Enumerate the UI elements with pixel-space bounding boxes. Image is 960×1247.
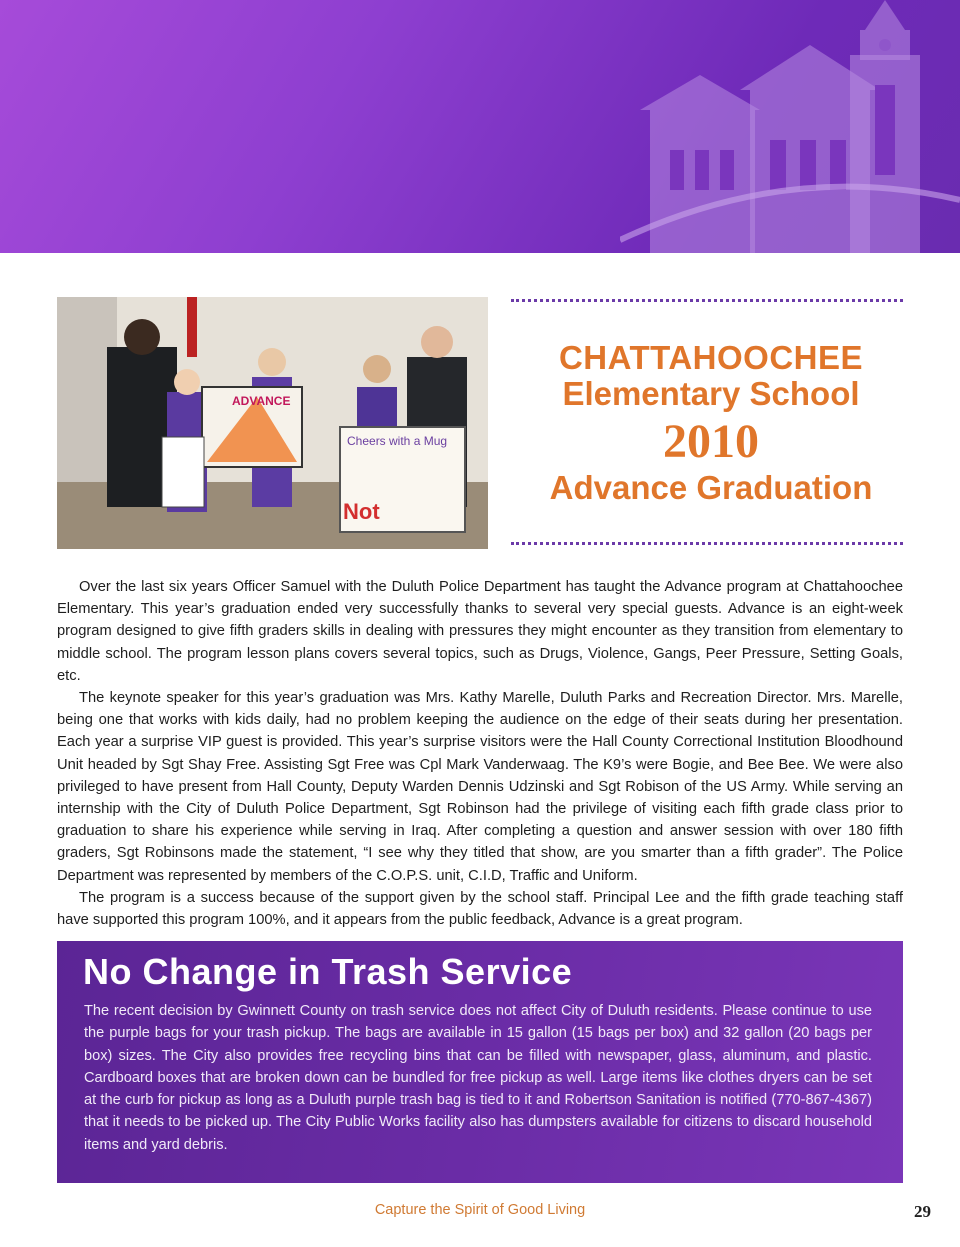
poster-cheers-text: Cheers with a Mug [347,434,448,448]
trash-service-body: The recent decision by Gwinnett County on trash service does not affect City of Duluth residents. Please continue to use the purple bags for your trash pickup. The bags are available in 15 gallon (15 bags per box) and 32 gallon (20 bags per box) sizes. The City also provides free recycling bins that can be filled with newspaper, glass, aluminum, and plastic. Cardboard boxes that are broken down can be bundled for free pickup as well. Large items like clothes dryers can be set at the curb for pickup as long as a Duluth purple trash bag is tied to it and Robertson Sanitation is notified (770-867-4367) that it needs to be picked up. The City Public Works facility also has dumpsters available for citizens to discard household items and yard debris. [84,1003,872,1153]
footer-tagline: Capture the Spirit of Good Living [374,1202,586,1218]
school-building-icon [620,0,960,253]
feature-title-year: 2010 [663,415,759,468]
poster-advance-text: ADVANCE [232,394,291,408]
dotted-divider-top [511,299,903,302]
trash-service-box [57,941,903,1183]
feature-title-line4: Advance Graduation [549,469,873,506]
feature-title [511,340,911,506]
dotted-divider-bottom [511,542,903,545]
page-number: 29 [914,1202,931,1221]
feature-title-line1: CHATTAHOOCHEE [558,339,864,376]
header-banner [0,0,960,253]
trash-service-title: No Change in Trash Service [83,951,573,992]
article-body [57,576,903,931]
article-paragraph: The program is a success because of the support given by the school staff. Principal Lee and the fifth grade teaching staff have supported this program 100%, and it appears from the public feedback, Advance is a great program. [57,889,903,929]
feature-title-line2: Elementary School [562,375,860,412]
graduation-photo [57,297,488,549]
article-paragraph: The keynote speaker for this year’s graduation was Mrs. Kathy Marelle, Duluth Parks and Recreation Director. Mrs. Marelle, being one that works with kids daily, had no problem keeping the audience on the edge of their seats during her presentation. Each year a surprise VIP guest is provided. This year’s surprise visitors were the Hall County Correctional Institution Bloodhound Unit headed by Sgt Shay Free. Assisting Sgt Free was Cpl Mark Vanderwaag. The K9’s were Bogie, and Bee Bee. We were also privileged to have present from Hall County, Deputy Warden Dennis Udzinski and Sgt Robison of the US Army. While serving an internship with the City of Duluth Police Department, Sgt Robinson had the privilege of visiting each fifth grade class prior to graduation to share his experience while serving in Iraq. After completing a question and answer session with over 180 fifth graders, Sgt Robinsons made the statement, “I see why they titled that show, are you smarter than a fifth grader”. The Police Department was represented by members of the C.O.P.S. unit, C.I.D, Traffic and Uniform. [57,690,903,884]
article-paragraph: Over the last six years Officer Samuel with the Duluth Police Department has taught the Advance program at Chattahoochee Elementary. This year’s graduation ended very successfully thanks to several very special guests. Advance is an eight-week program designed to give fifth graders skills in dealing with pressures they might encounter as they transition from elementary to middle school. The program lesson plans covers several topics, such as Drugs, Violence, Gangs, Peer Pressure, Setting Goals, etc. [57,579,903,684]
poster-not-text: Not [343,499,380,524]
